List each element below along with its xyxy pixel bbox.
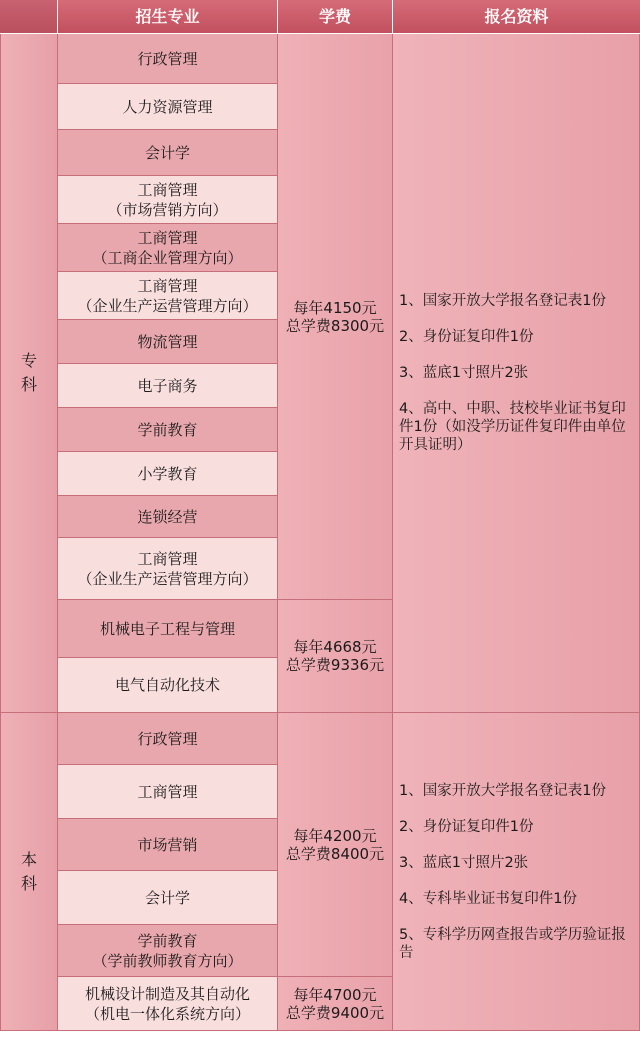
- level-benke: 本 科: [0, 713, 58, 1031]
- material-item: 1、国家开放大学报名登记表1份: [399, 782, 606, 799]
- header-corner-cell: [0, 0, 58, 34]
- material-item: 1、国家开放大学报名登记表1份: [399, 293, 606, 309]
- materials-benke: [393, 713, 640, 1031]
- major-cell: 电气自动化技术: [58, 658, 278, 713]
- major-cell: 学前教育 （学前教师教育方向）: [58, 925, 278, 977]
- major-cell: 工商管理 （企业生产运营管理方向）: [58, 538, 278, 600]
- major-cell: 行政管理: [58, 713, 278, 765]
- major-cell: 连锁经营: [58, 496, 278, 538]
- major-cell: 会计学: [58, 130, 278, 176]
- fee-cell: 每年4700元 总学费9400元: [278, 977, 393, 1031]
- major-cell: 工商管理 （市场营销方向）: [58, 176, 278, 224]
- major-cell: 人力资源管理: [58, 84, 278, 130]
- material-item: 2、身份证复印件1份: [399, 818, 534, 835]
- material-item: 3、蓝底1寸照片2张: [399, 854, 529, 871]
- major-cell: 物流管理: [58, 320, 278, 364]
- material-item: 3、蓝底1寸照片2张: [399, 365, 529, 381]
- level-zhuanke: 专 科: [0, 34, 58, 713]
- major-cell: 市场营销: [58, 819, 278, 871]
- header-major: 招生专业: [58, 0, 278, 34]
- materials-zhuanke: [393, 34, 640, 713]
- major-cell: 机械电子工程与管理: [58, 600, 278, 658]
- header-materials: 报名资料: [393, 0, 640, 34]
- major-cell: 工商管理 （工商企业管理方向）: [58, 224, 278, 272]
- major-cell: 会计学: [58, 871, 278, 925]
- material-item: 4、专科毕业证书复印件1份: [399, 890, 577, 907]
- fee-cell: 每年4668元 总学费9336元: [278, 600, 393, 713]
- fee-cell: 每年4150元 总学费8300元: [278, 34, 393, 600]
- material-item: 2、身份证复印件1份: [399, 329, 534, 345]
- major-cell: 小学教育: [58, 452, 278, 496]
- major-cell: 行政管理: [58, 34, 278, 84]
- major-cell: 工商管理: [58, 765, 278, 819]
- major-cell: 机械设计制造及其自动化 （机电一体化系统方向）: [58, 977, 278, 1031]
- material-item: 5、专科学历网查报告或学历验证报告: [399, 926, 626, 961]
- header-fee: 学费: [278, 0, 393, 34]
- material-item: 4、高中、中职、技校毕业证书复印件1份（如没学历证件复印件由单位开具证明）: [399, 401, 626, 453]
- major-cell: 学前教育: [58, 408, 278, 452]
- fee-cell: 每年4200元 总学费8400元: [278, 713, 393, 977]
- major-cell: 工商管理 （企业生产运营管理方向）: [58, 272, 278, 320]
- major-cell: 电子商务: [58, 364, 278, 408]
